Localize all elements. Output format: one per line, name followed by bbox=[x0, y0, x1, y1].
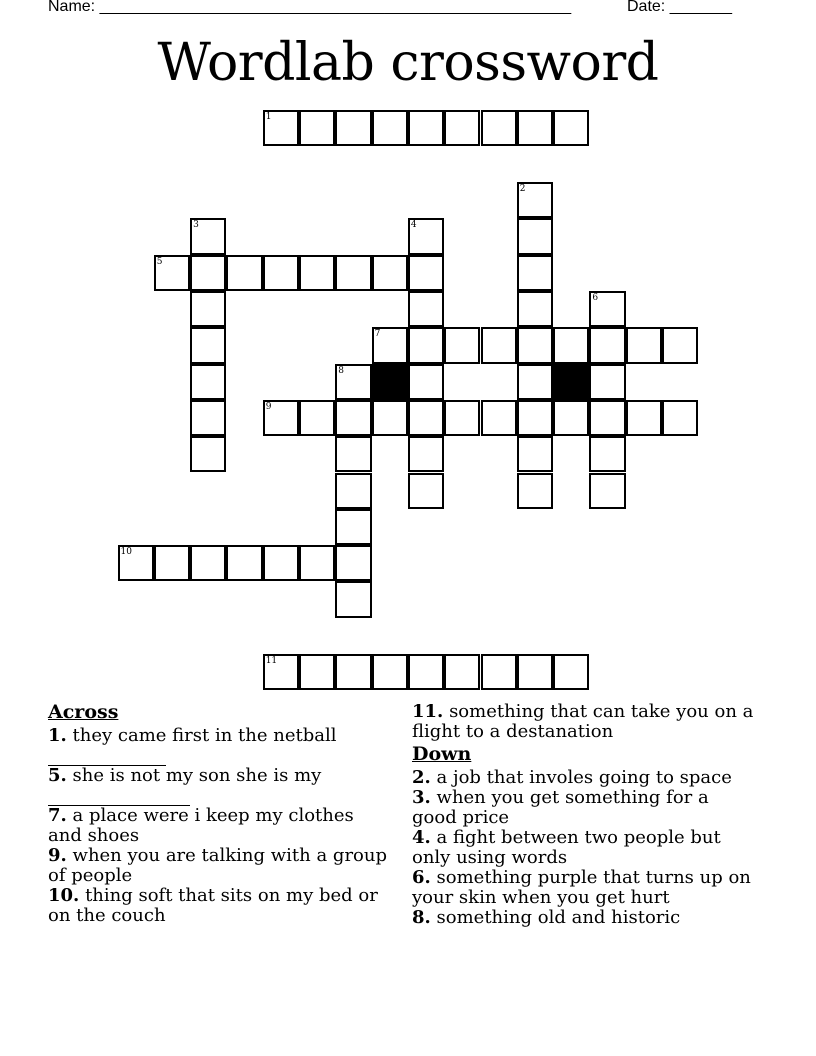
cell-number: 9 bbox=[265, 401, 272, 412]
crossword-cell[interactable] bbox=[335, 545, 371, 581]
crossword-cell[interactable] bbox=[517, 436, 553, 472]
crossword-cell[interactable] bbox=[517, 110, 553, 146]
crossword-cell[interactable] bbox=[263, 110, 299, 146]
clue-number: 11. bbox=[412, 701, 444, 722]
crossword-cell[interactable] bbox=[299, 110, 335, 146]
crossword-cell[interactable] bbox=[589, 327, 625, 363]
clue-number: 4. bbox=[412, 827, 431, 848]
crossword-cell[interactable] bbox=[408, 473, 444, 509]
crossword-cell[interactable] bbox=[190, 545, 226, 581]
down-clue-6 bbox=[412, 868, 757, 908]
down-heading: Down bbox=[412, 743, 472, 765]
crossword-cell[interactable] bbox=[553, 400, 589, 436]
answer-blank bbox=[48, 747, 166, 766]
across-clues bbox=[48, 702, 388, 926]
across-clue-11 bbox=[412, 702, 757, 742]
down-clue-4 bbox=[412, 828, 757, 868]
name-field[interactable]: Name: _____________________________________________________ bbox=[48, 0, 572, 15]
crossword-cell[interactable] bbox=[517, 291, 553, 327]
crossword-cell[interactable] bbox=[408, 218, 444, 254]
crossword-cell[interactable] bbox=[553, 654, 589, 690]
crossword-cell[interactable] bbox=[118, 545, 154, 581]
crossword-cell[interactable] bbox=[372, 654, 408, 690]
crossword-cell[interactable] bbox=[372, 255, 408, 291]
crossword-cell[interactable] bbox=[190, 364, 226, 400]
crossword-cell[interactable] bbox=[517, 364, 553, 400]
black-square bbox=[553, 364, 589, 400]
crossword-cell[interactable] bbox=[335, 581, 371, 617]
clue-number: 9. bbox=[48, 845, 67, 866]
crossword-cell[interactable] bbox=[589, 291, 625, 327]
cell-number: 4 bbox=[410, 220, 417, 231]
clue-text: when you are talking with a group of people bbox=[48, 845, 387, 886]
crossword-cell[interactable] bbox=[335, 400, 371, 436]
crossword-cell[interactable] bbox=[553, 110, 589, 146]
crossword-cell[interactable] bbox=[299, 545, 335, 581]
page-title: Wordlab crossword bbox=[157, 33, 659, 93]
down-clue-2 bbox=[412, 768, 757, 788]
crossword-cell[interactable] bbox=[517, 218, 553, 254]
crossword-cell[interactable] bbox=[299, 255, 335, 291]
cell-number: 8 bbox=[338, 365, 345, 376]
crossword-cell[interactable] bbox=[372, 327, 408, 363]
cell-number: 3 bbox=[193, 220, 199, 231]
clue-number: 2. bbox=[412, 767, 431, 788]
crossword-cell[interactable] bbox=[190, 218, 226, 254]
crossword-cell[interactable] bbox=[481, 110, 517, 146]
crossword-cell[interactable] bbox=[335, 364, 371, 400]
crossword-cell[interactable] bbox=[263, 545, 299, 581]
crossword-cell[interactable] bbox=[662, 327, 698, 363]
clue-text: a job that involes going to space bbox=[436, 767, 732, 788]
crossword-cell[interactable] bbox=[335, 473, 371, 509]
date-field[interactable]: Date: _______ bbox=[627, 0, 732, 15]
crossword-cell[interactable] bbox=[517, 182, 553, 218]
clue-number: 10. bbox=[48, 885, 80, 906]
crossword-cell[interactable] bbox=[589, 400, 625, 436]
across-clue-5 bbox=[48, 766, 388, 806]
crossword-cell[interactable] bbox=[517, 473, 553, 509]
clue-text: she is not my son she is my bbox=[72, 765, 322, 786]
across-clue-7 bbox=[48, 806, 388, 846]
crossword-cell[interactable] bbox=[589, 364, 625, 400]
crossword-cell[interactable] bbox=[372, 400, 408, 436]
clue-number: 1. bbox=[48, 725, 67, 746]
crossword-cell[interactable] bbox=[190, 291, 226, 327]
clue-number: 7. bbox=[48, 805, 67, 826]
cell-number: 5 bbox=[156, 256, 163, 267]
crossword-cell[interactable] bbox=[408, 327, 444, 363]
crossword-cell[interactable] bbox=[589, 436, 625, 472]
crossword-cell[interactable] bbox=[154, 255, 190, 291]
crossword-cell[interactable] bbox=[444, 327, 480, 363]
clue-text: when you get something for a good price bbox=[412, 787, 709, 828]
down-clue-8 bbox=[412, 908, 757, 928]
crossword-cell[interactable] bbox=[481, 400, 517, 436]
crossword-cell[interactable] bbox=[589, 473, 625, 509]
crossword-cell[interactable] bbox=[408, 255, 444, 291]
crossword-cell[interactable] bbox=[335, 654, 371, 690]
crossword-cell[interactable] bbox=[408, 400, 444, 436]
crossword-cell[interactable] bbox=[335, 110, 371, 146]
crossword-cell[interactable] bbox=[299, 400, 335, 436]
cell-number: 1 bbox=[265, 111, 272, 122]
clue-text: a fight between two people but only using words bbox=[412, 827, 721, 868]
clue-number: 6. bbox=[412, 867, 431, 888]
crossword-cell[interactable] bbox=[263, 654, 299, 690]
crossword-cell[interactable] bbox=[408, 364, 444, 400]
crossword-cell[interactable] bbox=[517, 255, 553, 291]
crossword-cell[interactable] bbox=[335, 255, 371, 291]
cell-number: 6 bbox=[592, 293, 599, 303]
cell-number: 2 bbox=[519, 184, 526, 195]
cell-number: 7 bbox=[374, 329, 381, 340]
cell-number: 11 bbox=[265, 656, 278, 666]
crossword-cell[interactable] bbox=[444, 110, 480, 146]
clue-text: thing soft that sits on my bed or on the couch bbox=[48, 885, 378, 926]
crossword-cell[interactable] bbox=[335, 509, 371, 545]
crossword-cell[interactable] bbox=[190, 400, 226, 436]
crossword-cell[interactable] bbox=[190, 327, 226, 363]
across-clue-10 bbox=[48, 886, 388, 926]
crossword-cell[interactable] bbox=[190, 436, 226, 472]
answer-blank bbox=[48, 787, 190, 806]
across-clue-9 bbox=[48, 846, 388, 886]
crossword-cell[interactable] bbox=[226, 255, 262, 291]
clue-text: something that can take you on a flight to a destanation bbox=[412, 701, 754, 742]
crossword-cell[interactable] bbox=[226, 545, 262, 581]
crossword-cell[interactable] bbox=[444, 654, 480, 690]
crossword-cell[interactable] bbox=[553, 327, 589, 363]
clue-text: a place were i keep my clothes and shoes bbox=[48, 805, 354, 846]
crossword-cell[interactable] bbox=[299, 654, 335, 690]
crossword-cell[interactable] bbox=[190, 255, 226, 291]
crossword-cell[interactable] bbox=[517, 327, 553, 363]
clue-text: something old and historic bbox=[436, 907, 681, 928]
clue-text: something purple that turns up on your skin when you get hurt bbox=[412, 867, 751, 908]
across-clue-1 bbox=[48, 726, 388, 766]
down-clue-3 bbox=[412, 788, 757, 828]
crossword-cell[interactable] bbox=[408, 654, 444, 690]
clue-number: 8. bbox=[412, 907, 431, 928]
crossword-cell[interactable] bbox=[408, 436, 444, 472]
across-heading: Across bbox=[48, 701, 119, 723]
crossword-cell[interactable] bbox=[481, 327, 517, 363]
crossword-cell[interactable] bbox=[517, 654, 553, 690]
cell-number: 10 bbox=[120, 547, 132, 558]
crossword-cell[interactable] bbox=[481, 654, 517, 690]
crossword-cell[interactable] bbox=[626, 400, 662, 436]
clue-text: they came first in the netball bbox=[72, 725, 337, 746]
crossword-cell[interactable] bbox=[626, 327, 662, 363]
crossword-cell[interactable] bbox=[154, 545, 190, 581]
black-square bbox=[372, 364, 408, 400]
crossword-cell[interactable] bbox=[263, 400, 299, 436]
crossword-cell[interactable] bbox=[335, 436, 371, 472]
crossword-cell[interactable] bbox=[444, 400, 480, 436]
crossword-cell[interactable] bbox=[408, 110, 444, 146]
crossword-cell[interactable] bbox=[662, 400, 698, 436]
crossword-cell[interactable] bbox=[408, 291, 444, 327]
crossword-cell[interactable] bbox=[517, 400, 553, 436]
crossword-cell[interactable] bbox=[263, 255, 299, 291]
clue-number: 3. bbox=[412, 787, 431, 808]
right-clue-column bbox=[412, 702, 757, 928]
clue-number: 5. bbox=[48, 765, 67, 786]
crossword-cell[interactable] bbox=[372, 110, 408, 146]
